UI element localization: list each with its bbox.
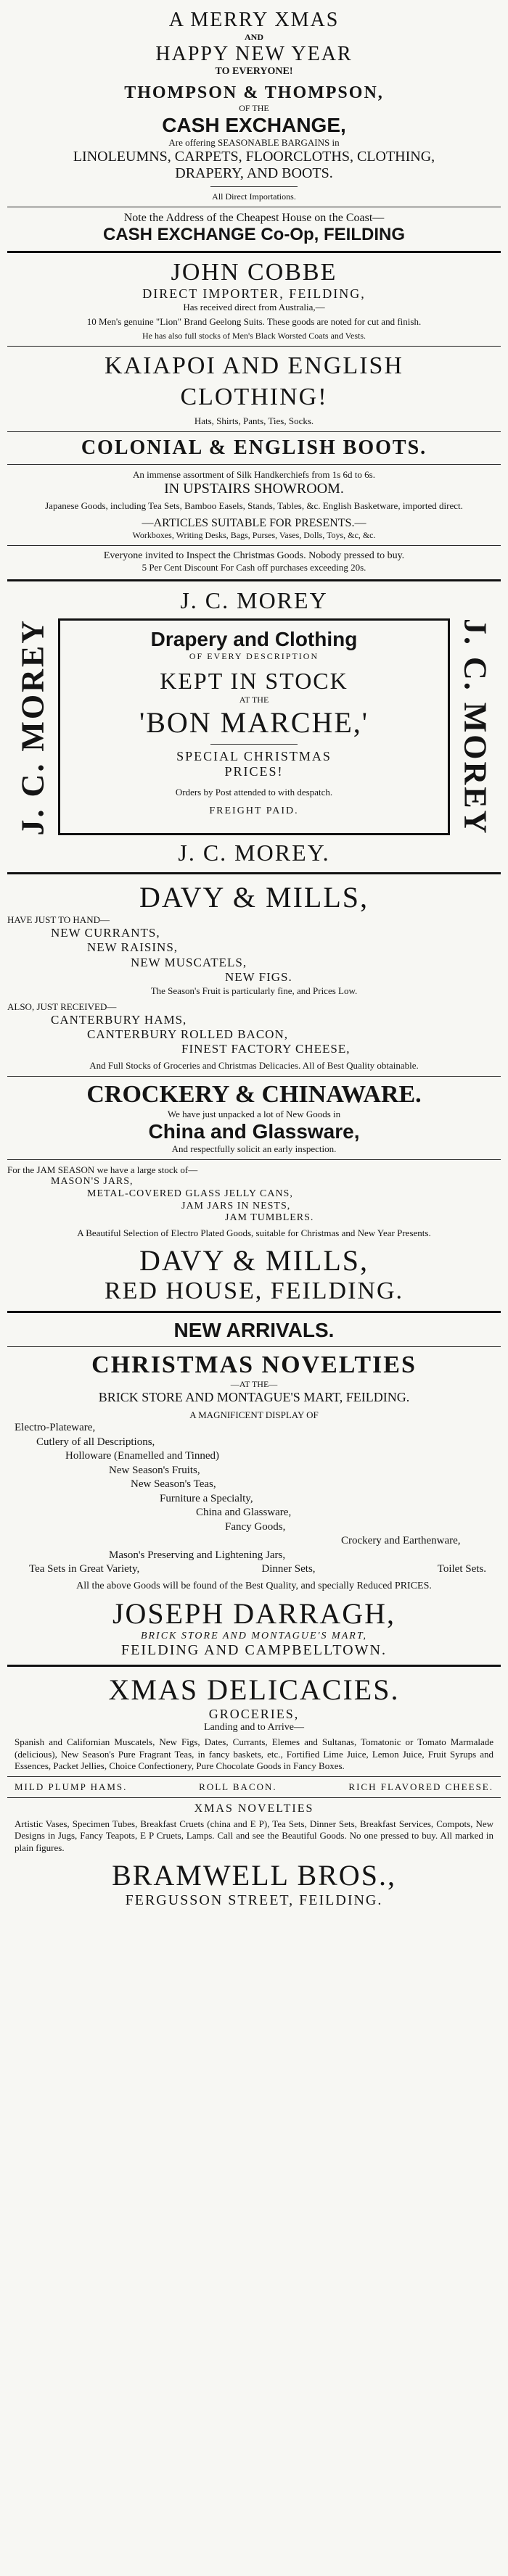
meat-item: CANTERBURY HAMS,: [51, 1012, 187, 1027]
divider: [7, 431, 501, 432]
invite-text: Everyone invited to Inspect the Christmas Goods. Nobody pressed to buy.: [103, 550, 405, 561]
kept-in-stock: KEPT IN STOCK: [160, 667, 348, 694]
fruit-list: [7, 926, 501, 985]
xmas-novelties: XMAS NOVELTIES: [194, 1802, 314, 1815]
davy-sign-name: DAVY & MILLS,: [139, 1244, 369, 1277]
ad-davy-mills: [7, 880, 501, 1305]
bramwell-name: BRAMWELL BROS.,: [112, 1858, 396, 1892]
meat-list: [7, 1013, 501, 1057]
fruit-item: NEW MUSCATELS,: [131, 955, 247, 969]
shop-name: 'BON MARCHE,': [139, 705, 369, 739]
showroom: IN UPSTAIRS SHOWROOM.: [164, 481, 344, 497]
morey-bottom-name: J. C. MOREY.: [178, 839, 330, 866]
handkerchiefs: An immense assortment of Silk Handkerchiefs from 1s 6d to 6s.: [133, 469, 375, 481]
bacon: ROLL BACON.: [199, 1781, 277, 1793]
morey-box: [58, 618, 450, 835]
cheese: RICH FLAVORED CHEESE.: [348, 1781, 493, 1793]
jam-intro: For the JAM SEASON we have a large stock of—: [7, 1164, 198, 1175]
divider: [7, 346, 501, 347]
at-the: AT THE: [239, 694, 269, 705]
every-description: OF EVERY DESCRIPTION: [189, 650, 319, 661]
prices: PRICES!: [224, 763, 284, 779]
divider: [7, 464, 501, 465]
jar-item: JAM JARS IN NESTS,: [181, 1200, 291, 1212]
presents-head: —ARTICLES SUITABLE FOR PRESENTS.—: [142, 516, 366, 529]
xmas-delicacies: XMAS DELICACIES.: [108, 1673, 400, 1707]
clothing-items: Hats, Shirts, Pants, Ties, Socks.: [194, 415, 314, 427]
sets-row: [7, 1562, 501, 1577]
tea-sets: Tea Sets in Great Variety,: [29, 1563, 140, 1575]
goods-line-2: DRAPERY, AND BOOTS.: [175, 165, 333, 181]
darragh-towns: FEILDING AND CAMPBELLTOWN.: [121, 1642, 387, 1659]
landing-text: Landing and to Arrive—: [203, 1722, 305, 1734]
at-the: —AT THE—: [230, 1379, 278, 1390]
fruit-item: NEW CURRANTS,: [51, 925, 160, 940]
darragh-name: JOSEPH DARRAGH,: [112, 1597, 396, 1631]
ad-bramwell: [7, 1673, 501, 1909]
meats-row: [7, 1781, 501, 1793]
new-arrivals: NEW ARRIVALS.: [173, 1319, 335, 1342]
dinner-sets: Dinner Sets,: [261, 1563, 316, 1575]
china-glassware: China and Glassware,: [148, 1119, 360, 1143]
crockery-head: CROCKERY & CHINAWARE.: [86, 1080, 422, 1108]
divider: [7, 1346, 501, 1347]
meat-item: FINEST FACTORY CHEESE,: [181, 1042, 351, 1056]
electro-note: A Beautiful Selection of Electro Plated Goods, suitable for Christmas and New Year Presents.: [77, 1227, 431, 1239]
morey-top-name: J. C. MOREY: [180, 587, 328, 613]
also-received: ALSO, JUST RECEIVED—: [7, 1001, 117, 1012]
novelty-list: [7, 1421, 501, 1577]
cobbe-title: DIRECT IMPORTER, FEILDING,: [142, 286, 366, 301]
freight-text: FREIGHT PAID.: [209, 805, 299, 816]
novelty-item: Mason's Preserving and Lightening Jars,: [109, 1549, 286, 1561]
store-name: CASH EXCHANGE,: [162, 114, 346, 136]
cobbe-stock: He has also full stocks of Men's Black Worsted Coats and Vests.: [142, 331, 366, 341]
novelty-item: Fancy Goods,: [225, 1520, 286, 1533]
davy-sign-addr: RED HOUSE, FEILDING.: [104, 1277, 404, 1305]
special-christmas: SPECIAL CHRISTMAS: [176, 748, 332, 763]
cobbe-received: Has received direct from Australia,—: [183, 302, 325, 312]
novelty-item: New Season's Fruits,: [109, 1464, 200, 1476]
firm-name: THOMPSON & THOMPSON,: [124, 83, 384, 102]
section-rule: [7, 251, 501, 253]
stores-text: BRICK STORE AND MONTAGUE'S MART, FEILDING.: [98, 1390, 410, 1405]
section-rule: [7, 872, 501, 874]
clothing-head: KAIAPOI AND ENGLISH CLOTHING!: [105, 352, 403, 410]
divider: [7, 1159, 501, 1160]
groceries-head: GROCERIES,: [208, 1707, 300, 1722]
presents-items: Workboxes, Writing Desks, Bags, Purses, Vases, Dolls, Toys, &c, &c.: [132, 529, 376, 540]
goods-line-1: LINOLEUMNS, CARPETS, FLOORCLOTHS, CLOTHING,: [73, 149, 435, 165]
hams: MILD PLUMP HAMS.: [15, 1781, 128, 1793]
jar-item: JAM TUMBLERS.: [225, 1212, 314, 1224]
toilet-sets: Toilet Sets.: [437, 1563, 486, 1575]
meat-item: CANTERBURY ROLLED BACON,: [87, 1027, 288, 1041]
happy-new-year: HAPPY NEW YEAR: [155, 43, 353, 65]
japanese-goods: Japanese Goods, including Tea Sets, Bamboo Easels, Stands, Tables, &c. English Basketware, imported direct.: [45, 500, 463, 512]
cobbe-suits: 10 Men's genuine "Lion" Brand Geelong Suits. These goods are noted for cut and finish.: [86, 316, 422, 327]
jar-item: METAL-COVERED GLASS JELLY CANS,: [87, 1188, 293, 1199]
divider: [210, 186, 298, 187]
display-text: A MAGNIFICENT DISPLAY OF: [189, 1409, 319, 1421]
jar-list: [7, 1176, 501, 1225]
to-everyone: TO EVERYONE!: [215, 66, 293, 77]
fruit-note: The Season's Fruit is particularly fine, and Prices Low.: [150, 985, 358, 996]
novelty-item: Cutlery of all Descriptions,: [36, 1436, 155, 1448]
divider: [7, 1776, 501, 1777]
imports-text: All Direct Importations.: [212, 191, 296, 202]
novelty-item: New Season's Teas,: [131, 1478, 216, 1491]
boots-head: COLONIAL & ENGLISH BOOTS.: [81, 436, 427, 460]
solicit-text: And respectfully solicit an early inspection.: [171, 1143, 337, 1154]
newspaper-page: [7, 0, 501, 1909]
of-the: OF THE: [239, 103, 269, 113]
darragh-sub: BRICK STORE AND MONTAGUE'S MART,: [140, 1631, 368, 1642]
christmas-novelties: CHRISTMAS NOVELTIES: [91, 1351, 417, 1379]
davy-name: DAVY & MILLS,: [139, 880, 369, 914]
divider: [210, 744, 298, 745]
novelty-item: Furniture a Specialty,: [160, 1492, 253, 1504]
fruit-item: NEW FIGS.: [225, 970, 292, 985]
drapery-head: Drapery and Clothing: [150, 627, 358, 650]
just-to-hand: HAVE JUST TO HAND—: [7, 914, 110, 925]
divider: [7, 1797, 501, 1798]
orders-text: Orders by Post attended to with despatch.: [175, 786, 333, 798]
merry-xmas: A MERRY XMAS: [168, 9, 340, 31]
note-text: Note the Address of the Cheapest House on the Coast—: [123, 212, 385, 224]
discount-text: 5 Per Cent Discount For Cash off purchases exceeding 20s.: [142, 561, 366, 573]
bramwell-addr: FERGUSSON STREET, FEILDING.: [125, 1892, 383, 1908]
fruit-item: NEW RAISINS,: [87, 940, 179, 955]
section-rule: [7, 1665, 501, 1667]
novelty-item: Crockery and Earthenware,: [341, 1535, 461, 1547]
delicacies-list: Spanish and Californian Muscatels, New Figs, Dates, Currants, Elemes and Sultanas, Tomatonic or Tomato Marmalade (delicious), New Season's Pure Fragrant Teas, in fancy baskets, etc., Fortified Lime Juice, Lemon Juice, Fruit Syrups and Essences, Packet Jellies, Choice Confectionery, Pure Chocolate Goods in Fancy Boxes.: [15, 1736, 493, 1771]
novelty-item: Electro-Plateware,: [15, 1422, 96, 1434]
offering-text: Are offering SEASONABLE BARGAINS in: [168, 137, 340, 148]
groceries-note: And Full Stocks of Groceries and Christmas Delicacies. All of Best Quality obtainable.: [89, 1059, 419, 1071]
ad-thompson: [7, 9, 501, 245]
and-word: AND: [245, 32, 263, 42]
divider: [7, 1076, 501, 1077]
ad-darragh: [7, 1319, 501, 1659]
quality-note: All the above Goods will be found of the Best Quality, and specially Reduced PRICES.: [76, 1580, 432, 1591]
morey-side-left: J. C. MOREY: [15, 618, 51, 835]
novelty-item: Holloware (Enamelled and Tinned): [65, 1450, 220, 1462]
section-rule: [7, 1311, 501, 1313]
address-text: CASH EXCHANGE Co-Op, FEILDING: [102, 225, 405, 244]
cobbe-name: JOHN COBBE: [171, 259, 337, 286]
ad-morey: [7, 587, 501, 866]
novelty-item: China and Glassware,: [196, 1507, 292, 1519]
morey-side-right: J. C. MOREY: [457, 618, 493, 835]
jar-item: MASON'S JARS,: [51, 1175, 134, 1187]
morey-frame: [7, 618, 501, 835]
novelties-list: Artistic Vases, Specimen Tubes, Breakfast Cruets (china and E P), Tea Sets, Dinner Sets, Breakfast Services, Compots, New Designs in Jugs, Fancy Teapots, E P Cruets, Lamps. Call and see the Beautiful Goods. No one pressed to buy. All marked in plain figures.: [15, 1818, 493, 1853]
ad-cobbe: [7, 259, 501, 573]
unpacked-text: We have just unpacked a lot of New Goods in: [167, 1108, 341, 1119]
divider: [7, 545, 501, 546]
section-rule: [7, 579, 501, 581]
